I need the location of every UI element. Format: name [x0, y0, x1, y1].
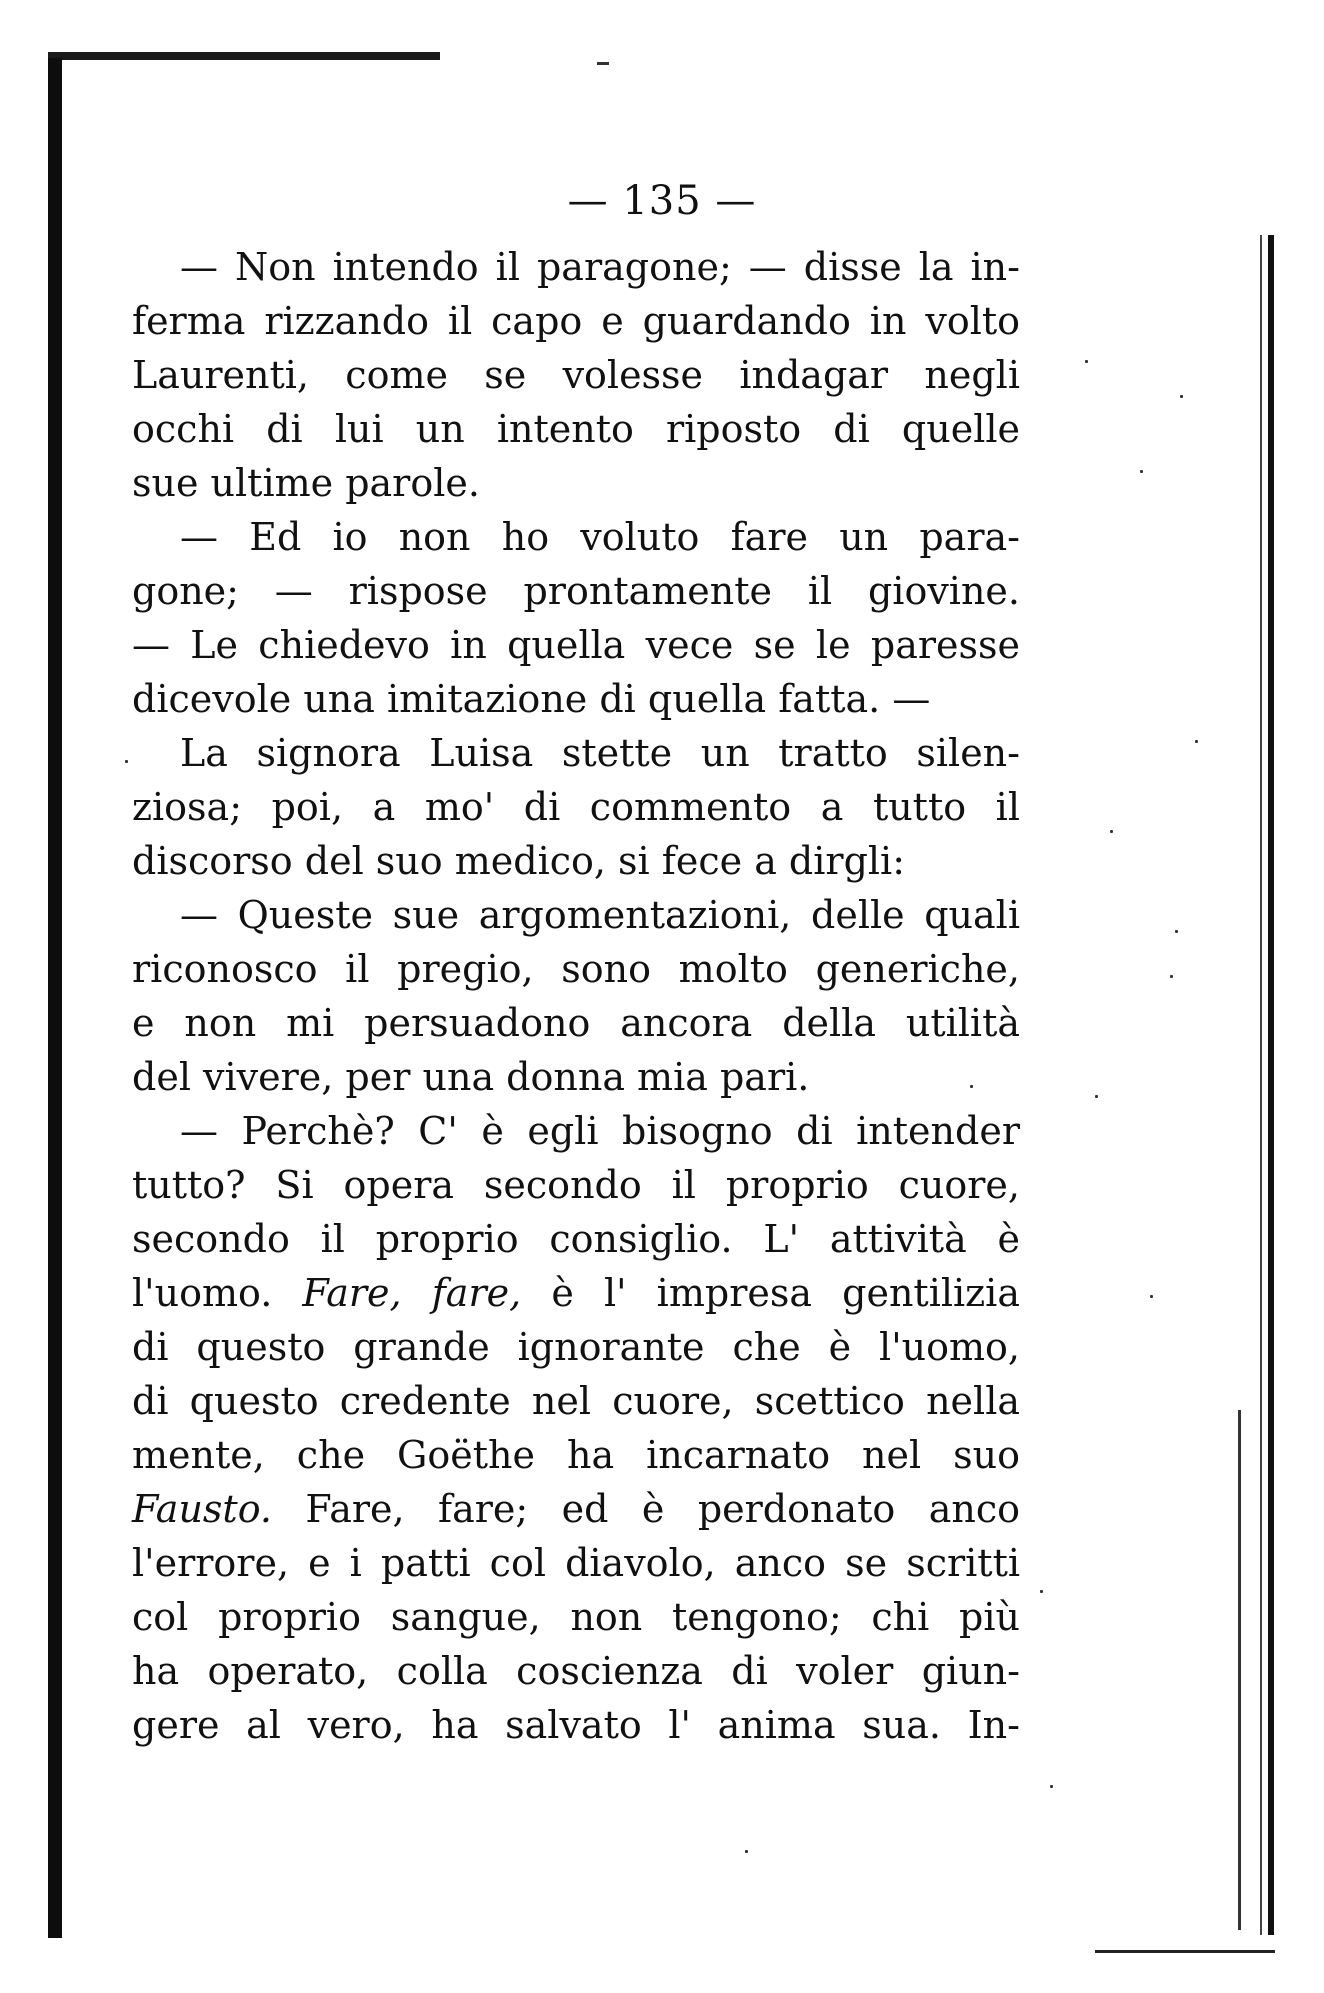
- text-line: — Perchè? C' è egli bisogno di intender: [180, 1109, 1020, 1153]
- text-line: tutto? Si opera secondo il proprio cuore,: [132, 1163, 1020, 1207]
- italic-text-segment: Fare, fare,: [302, 1271, 522, 1315]
- scan-right-border: [1268, 235, 1274, 1935]
- text-line: mente, che Goëthe ha incarnato nel suo: [132, 1433, 1020, 1477]
- scan-speck: [1095, 1095, 1098, 1098]
- text-line: [132, 1482, 1020, 1536]
- text-line: riconosco il pregio, sono molto generiche,: [132, 947, 1020, 991]
- scan-top-border: [48, 52, 440, 60]
- scan-speck: [745, 1850, 748, 1853]
- text-line: — Queste sue argomentazioni, delle quali: [180, 893, 1020, 937]
- scan-right-border-thin: [1260, 235, 1262, 1935]
- scan-speck: [125, 760, 128, 763]
- text-line: — Non intendo il paragone; — disse la in-: [180, 245, 1020, 289]
- text-line: ziosa; poi, a mo' di commento a tutto il: [132, 785, 1020, 829]
- scan-left-border: [48, 58, 62, 1938]
- page-number: — 135 —: [567, 178, 757, 224]
- scan-speck: [1150, 1295, 1153, 1298]
- text-line: gone; — rispose prontamente il giovine.: [132, 569, 1020, 613]
- scan-bottom-border: [1095, 1950, 1275, 1953]
- text-line: — Ed io non ho voluto fare un para-: [180, 515, 1020, 559]
- text-segment: l'uomo.: [132, 1271, 303, 1315]
- text-line: di questo grande ignorante che è l'uomo,: [132, 1325, 1020, 1369]
- text-line: e non mi persuadono ancora della utilità: [132, 1001, 1020, 1045]
- scan-speck: [1085, 360, 1088, 363]
- text-line: col proprio sangue, non tengono; chi più: [132, 1595, 1020, 1639]
- text-line: di questo credente nel cuore, scettico nella: [132, 1379, 1020, 1423]
- text-line: del vivere, per una donna mia pari.: [132, 1055, 810, 1099]
- scan-mark: [597, 62, 609, 65]
- text-line: ferma rizzando il capo e guardando in volto: [132, 299, 1020, 343]
- text-line: secondo il proprio consiglio. L' attività è: [132, 1217, 1020, 1261]
- text-line: dicevole una imitazione di quella fatta. —: [132, 677, 931, 721]
- scan-speck: [1175, 930, 1178, 933]
- text-line: gere al vero, ha salvato l' anima sua. In-: [132, 1703, 1020, 1747]
- text-line: — Le chiedevo in quella vece se le paresse: [132, 623, 1020, 667]
- body-text: [132, 240, 1020, 1752]
- text-line: [132, 1266, 1020, 1320]
- scan-speck: [1040, 1590, 1043, 1593]
- scan-speck: [1180, 395, 1183, 398]
- text-line: Laurenti, come se volesse indagar negli: [132, 353, 1020, 397]
- text-line: l'errore, e i patti col diavolo, anco se scritti: [132, 1541, 1020, 1585]
- text-line: La signora Luisa stette un tratto silen-: [180, 731, 1020, 775]
- scan-speck: [1170, 975, 1173, 978]
- scan-speck: [1195, 740, 1198, 743]
- scan-right-border-extra: [1238, 1410, 1241, 1930]
- text-line: ha operato, colla coscienza di voler giun-: [132, 1649, 1020, 1693]
- text-line: occhi di lui un intento riposto di quelle: [132, 407, 1020, 451]
- text-line: discorso del suo medico, si fece a dirgli:: [132, 839, 906, 883]
- text-segment: Fare, fare; ed è perdonato anco: [271, 1487, 1020, 1531]
- text-line: sue ultime parole.: [132, 461, 480, 505]
- scan-speck: [1110, 830, 1113, 833]
- italic-text-segment: Fausto.: [132, 1487, 272, 1531]
- scan-speck: [1140, 470, 1143, 473]
- text-segment: è l' impresa gentilizia: [521, 1271, 1020, 1315]
- scan-speck: [1050, 1785, 1053, 1788]
